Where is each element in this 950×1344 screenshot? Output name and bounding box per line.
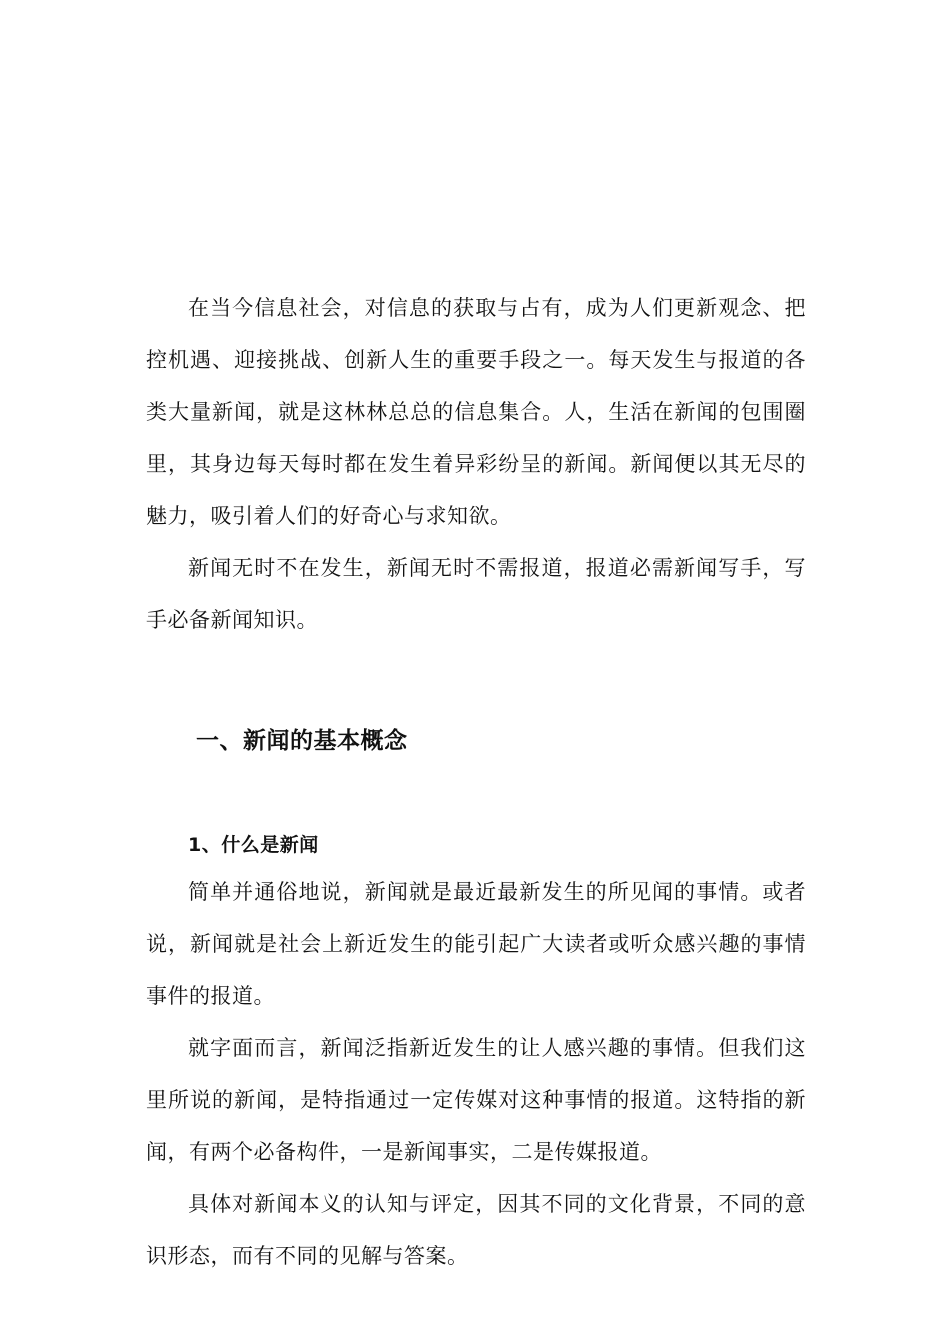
intro-paragraph-1: 在当今信息社会，对信息的获取与占有，成为人们更新观念、把控机遇、迎接挑战、创新人生的重要手段之一。每天发生与报道的各类大量新闻，就是这林林总总的信息集合。人，生活在新闻的包围圈里，其身边每天每时都在发生着异彩纷呈的新闻。新闻便以其无尽的魅力，吸引着人们的好奇心与求知欲。 bbox=[146, 296, 806, 528]
section-heading: 一、新闻的基本概念 bbox=[196, 728, 408, 754]
subsection-heading: 1、什么是新闻 bbox=[188, 834, 319, 856]
definition-paragraph-1: 简单并通俗地说，新闻就是最近最新发生的所见闻的事情。或者说，新闻就是社会上新近发生的能引起广大读者或听众感兴趣的事情事件的报道。 bbox=[146, 880, 806, 1008]
intro-paragraph-2: 新闻无时不在发生，新闻无时不需报道，报道必需新闻写手，写手必备新闻知识。 bbox=[146, 556, 806, 632]
document-body bbox=[146, 282, 806, 1282]
definition-paragraph-3: 具体对新闻本义的认知与评定，因其不同的文化背景，不同的意识形态，而有不同的见解与答案。 bbox=[146, 1192, 806, 1268]
definition-paragraph-2: 就字面而言，新闻泛指新近发生的让人感兴趣的事情。但我们这里所说的新闻，是特指通过一定传媒对这种事情的报道。这特指的新闻，有两个必备构件，一是新闻事实，二是传媒报道。 bbox=[146, 1036, 806, 1164]
